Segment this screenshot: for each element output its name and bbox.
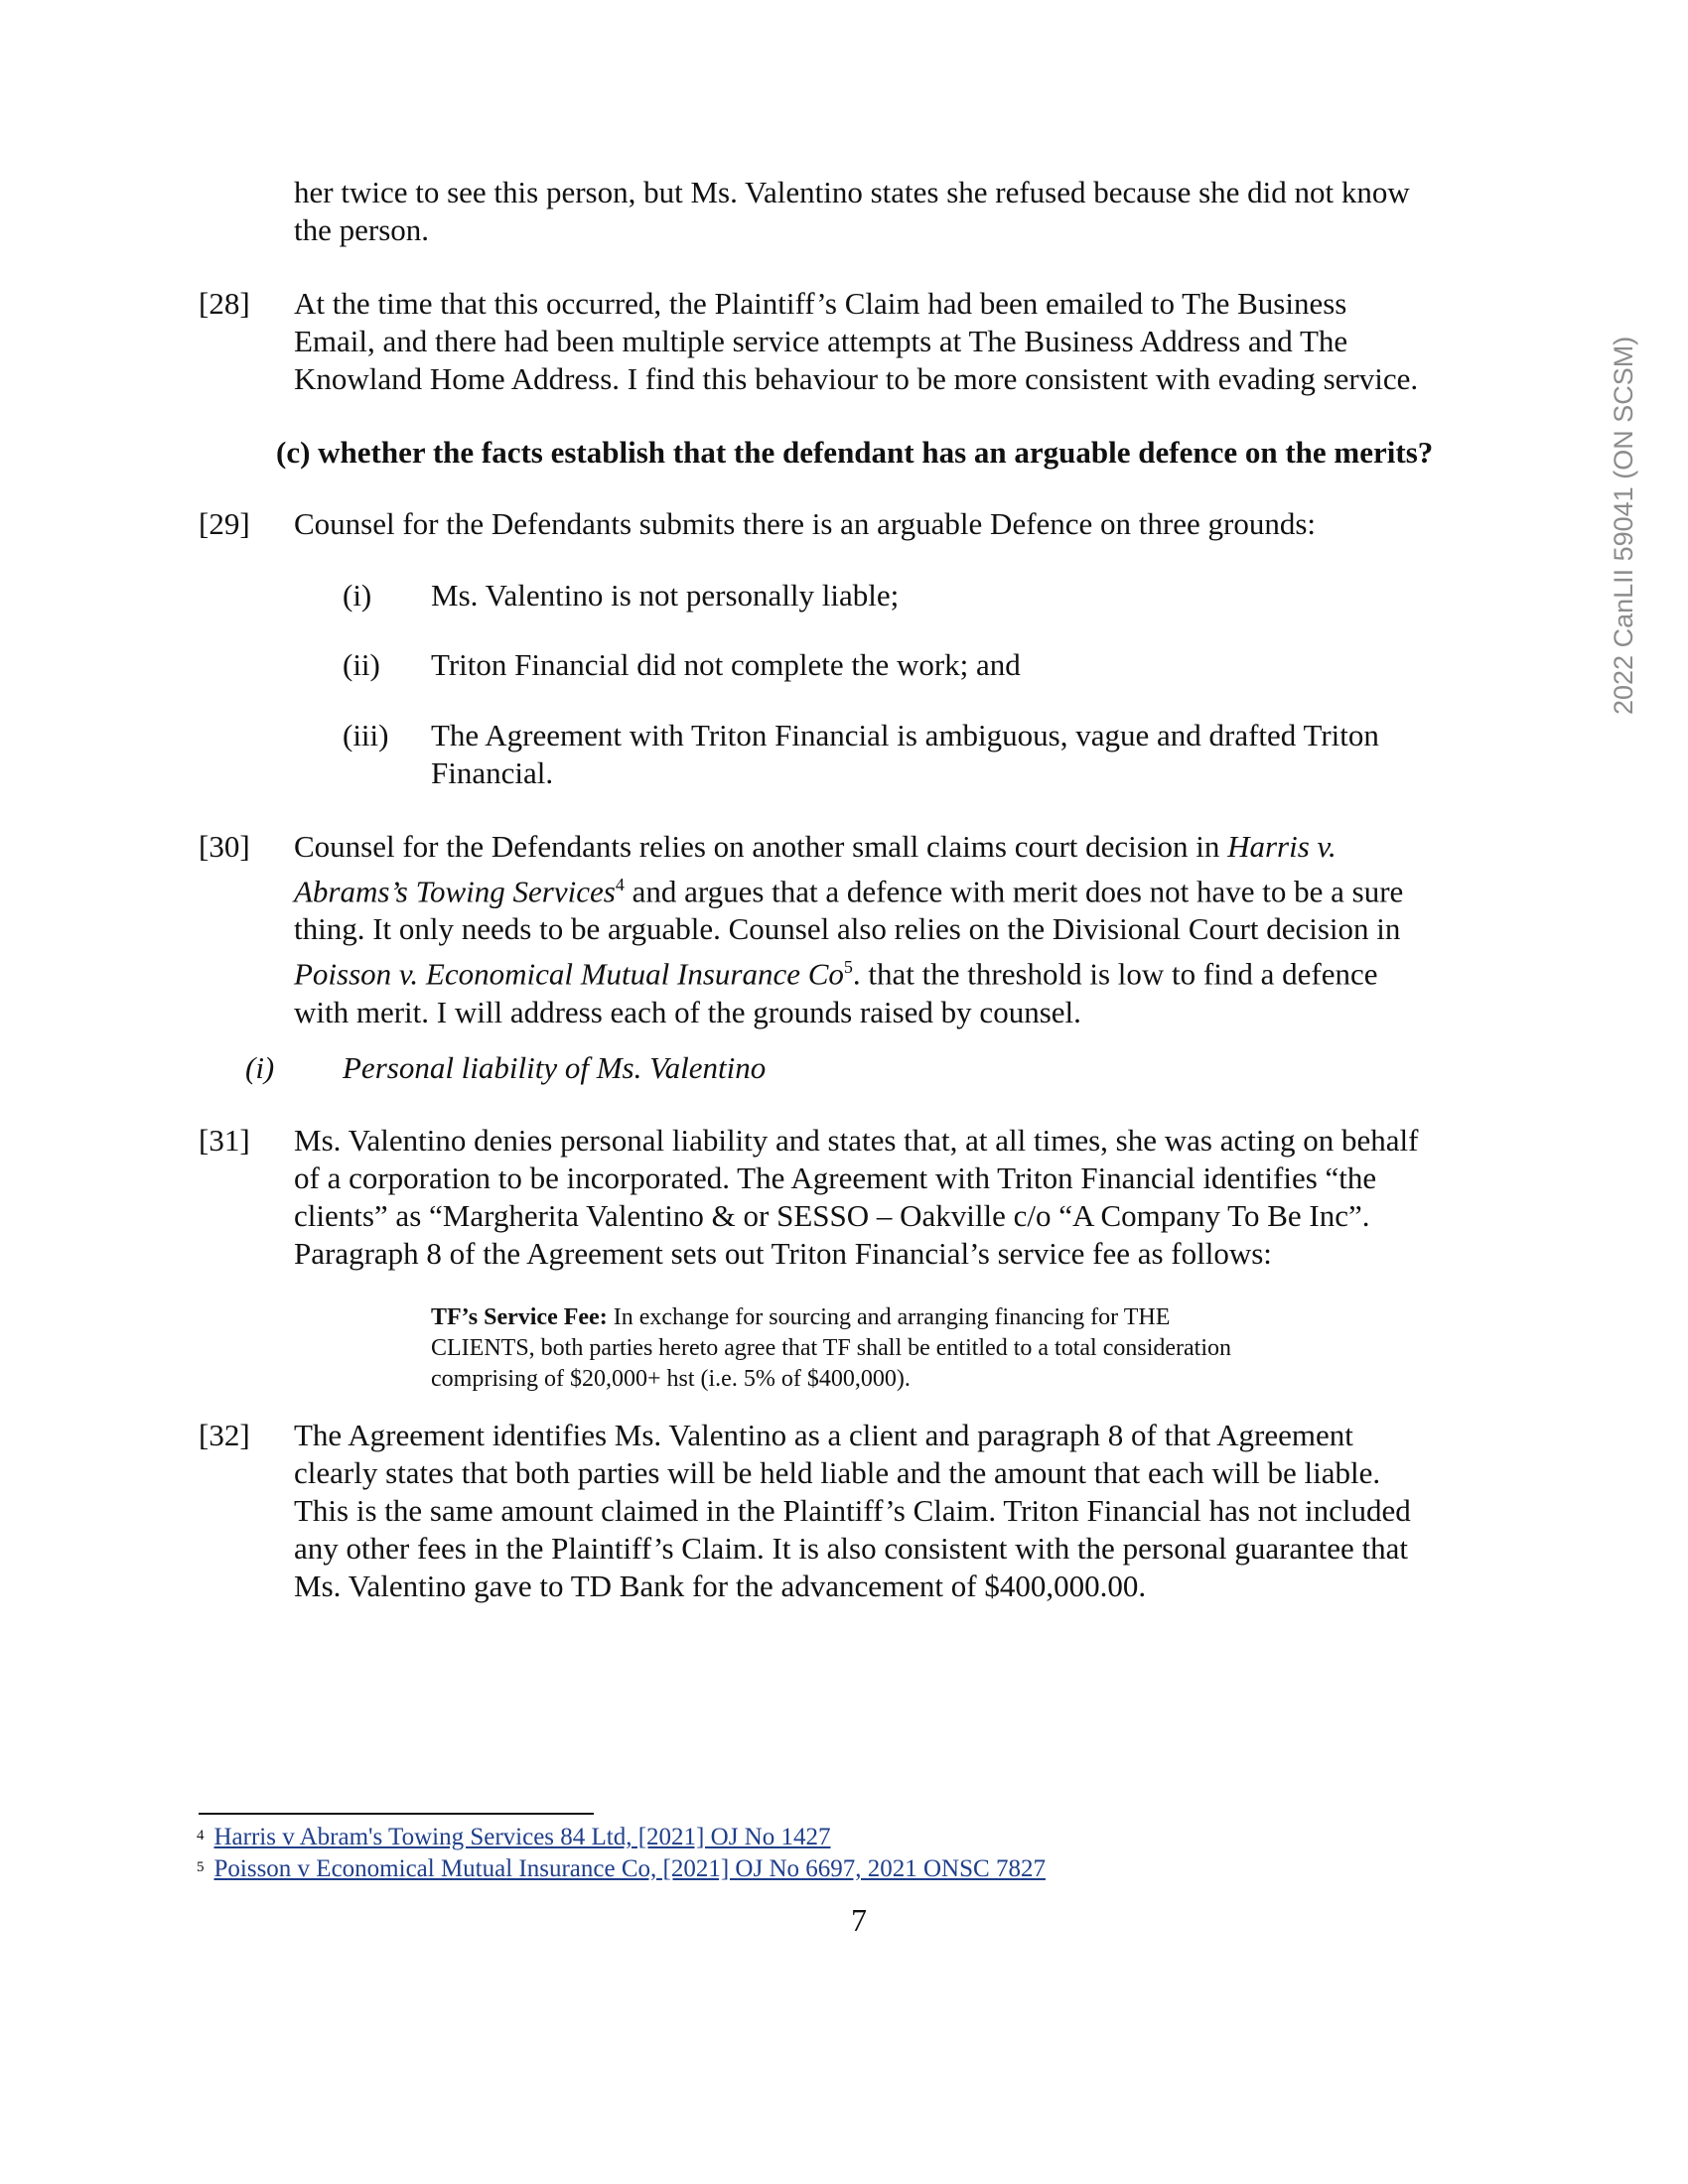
paragraph-line — [294, 866, 1525, 910]
side-citation: 2022 CanLII 59041 (ON SCSM) — [1609, 336, 1638, 715]
paragraph-line: any other fees in the Plaintiff’s Claim. It is also consistent with the personal guarantee that — [294, 1531, 1409, 1566]
list-item-line: Ms. Valentino is not personally liable; — [431, 578, 900, 613]
continuation-line: the person. — [294, 212, 430, 247]
paragraph-line: Ms. Valentino gave to TD Bank for the advancement of $400,000.00. — [294, 1569, 1147, 1603]
continuation-paragraph — [294, 174, 1525, 249]
footnote-divider — [199, 1813, 594, 1815]
subsection-title: Personal liability of Ms. Valentino — [343, 1050, 767, 1085]
list-item — [431, 646, 1021, 684]
paragraph-line: Ms. Valentino denies personal liability and states that, at all times, she was acting on behalf — [294, 1123, 1419, 1158]
list-item — [431, 577, 899, 614]
quote-line — [431, 1302, 1384, 1333]
list-item-number: (i) — [343, 578, 372, 613]
paragraph-line: clearly states that both parties will be held liable and the amount that each will be liable. — [294, 1455, 1381, 1490]
paragraph-31 — [294, 1122, 1525, 1273]
list-item-line: The Agreement with Triton Financial is ambiguous, vague and drafted Triton — [431, 718, 1379, 752]
paragraph-line: thing. It only needs to be arguable. Counsel also relies on the Divisional Court decision in — [294, 911, 1401, 947]
quote-line: CLIENTS, both parties hereto agree that TF shall be entitled to a total consideration — [431, 1335, 1232, 1361]
footnote-reference[interactable]: 5 — [843, 957, 853, 978]
paragraph-line — [294, 948, 1525, 993]
paragraph-number-28: [28] — [199, 286, 250, 321]
paragraph-line: Email, and there had been multiple service attempts at The Business Address and The — [294, 324, 1348, 358]
paragraph-line: Knowland Home Address. I find this behaviour to be more consistent with evading service. — [294, 361, 1419, 396]
footnote-link[interactable]: Harris v Abram's Towing Services 84 Ltd, [2021] OJ No 1427 — [213, 1824, 831, 1850]
list-item-number: (iii) — [343, 718, 389, 752]
list-item — [431, 717, 1379, 792]
paragraph-line: clients” as “Margherita Valentino & or SESSO – Oakville c/o “A Company To Be Inc”. — [294, 1198, 1370, 1233]
quote-line: comprising of $20,000+ hst (i.e. 5% of $400,000). — [431, 1366, 911, 1392]
continuation-line: her twice to see this person, but Ms. Valentino states she refused because she did not know — [294, 175, 1410, 209]
paragraph-28 — [294, 285, 1525, 398]
paragraph-line: Paragraph 8 of the Agreement sets out Triton Financial’s service fee as follows: — [294, 1236, 1272, 1271]
footnote — [197, 1854, 1046, 1884]
paragraph-line: of a corporation to be incorporated. The Agreement with Triton Financial identifies “the — [294, 1160, 1377, 1195]
footnote — [197, 1823, 830, 1852]
paragraph-line: At the time that this occurred, the Plaintiff’s Claim had been emailed to The Business — [294, 286, 1347, 321]
footnote-link[interactable]: Poisson v Economical Mutual Insurance Co, [2021] OJ No 6697, 2021 ONSC 7827 — [213, 1855, 1046, 1882]
text-run: . that the threshold is low to find a defence — [852, 956, 1378, 992]
paragraph-line — [294, 828, 1525, 866]
footnote-reference[interactable]: 4 — [615, 875, 625, 894]
subsection-number: (i) — [245, 1050, 275, 1085]
paragraph-number-30: [30] — [199, 829, 250, 864]
paragraph-line: The Agreement identifies Ms. Valentino as a client and paragraph 8 of that Agreement — [294, 1418, 1353, 1452]
section-heading-c: (c) whether the facts establish that the defendant has an arguable defence on the merits? — [276, 435, 1434, 470]
block-quote — [431, 1302, 1384, 1395]
quote-label: TF’s Service Fee: — [431, 1304, 608, 1330]
case-name: Harris v. — [1227, 829, 1336, 864]
list-item-line: Financial. — [431, 755, 554, 790]
paragraph-29 — [294, 505, 1525, 543]
text-run: In exchange for sourcing and arranging financing for THE — [607, 1304, 1171, 1330]
paragraph-line: This is the same amount claimed in the Plaintiff’s Claim. Triton Financial has not included — [294, 1493, 1411, 1528]
footnote-mark: 4 — [197, 1828, 205, 1843]
case-name: Abrams’s Towing Services — [294, 874, 616, 909]
text-run: and argues that a defence with merit does not have to be a sure — [624, 874, 1404, 909]
footnote-mark: 5 — [197, 1859, 205, 1875]
case-name: Poisson v. Economical Mutual Insurance Co — [294, 956, 844, 992]
paragraph-line: Counsel for the Defendants submits there is an arguable Defence on three grounds: — [294, 506, 1317, 541]
paragraph-32 — [294, 1417, 1525, 1605]
paragraph-30 — [294, 828, 1525, 1031]
paragraph-number-32: [32] — [199, 1418, 250, 1452]
list-item-number: (ii) — [343, 647, 380, 682]
paragraph-number-29: [29] — [199, 506, 250, 541]
paragraph-line: with merit. I will address each of the grounds raised by counsel. — [294, 994, 1081, 1029]
page-number: 7 — [851, 1902, 867, 1938]
text-run: Counsel for the Defendants relies on another small claims court decision in — [294, 829, 1228, 864]
paragraph-number-31: [31] — [199, 1123, 250, 1158]
list-item-line: Triton Financial did not complete the work; and — [431, 647, 1021, 682]
